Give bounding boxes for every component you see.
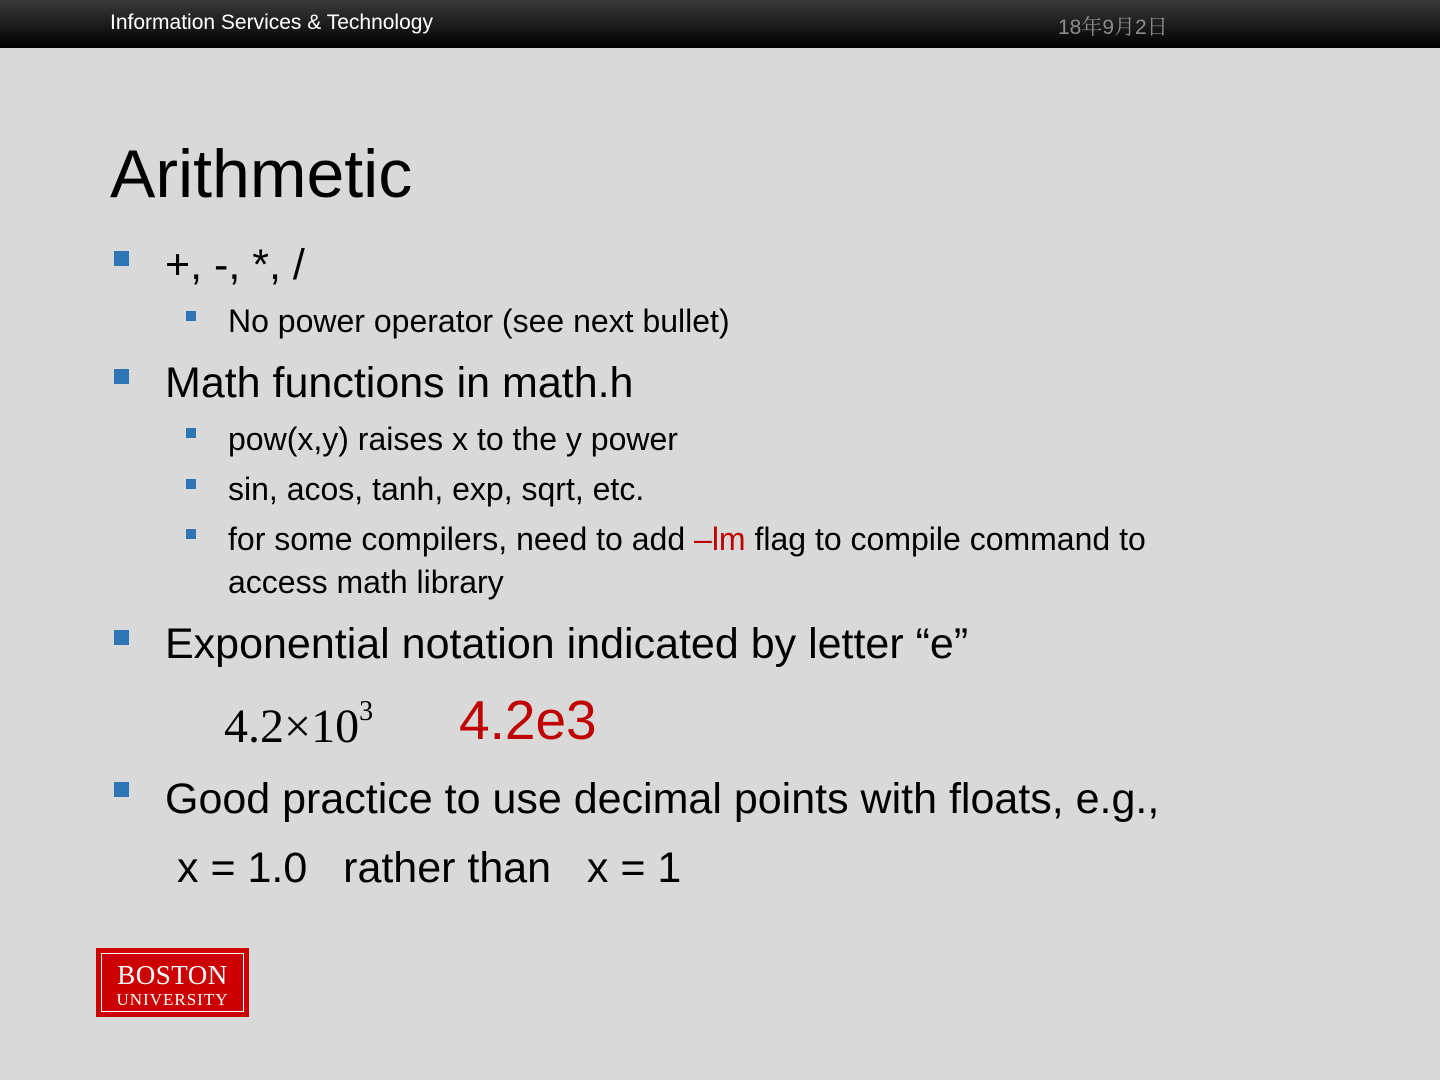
logo-border — [101, 953, 244, 1012]
bullet-math-functions: Math functions in math.h — [165, 359, 634, 407]
bullet-square-icon — [114, 782, 129, 797]
sub-bullet-square-icon — [186, 479, 196, 489]
bullet-square-icon — [114, 630, 129, 645]
logo-line-university: UNIVERSITY — [116, 990, 229, 1009]
bullet-operators: +, -, *, / — [165, 241, 305, 289]
lm-flag-highlight: –lm — [694, 521, 746, 557]
good-practice-example: x = 1.0 rather than x = 1 — [177, 844, 682, 892]
sub-bullet-lm-continuation: access math library — [228, 564, 504, 600]
slide-title: Arithmetic — [110, 136, 413, 212]
organization-name: Information Services & Technology — [110, 11, 433, 34]
sub-bullet-square-icon — [186, 529, 196, 539]
math-base: 4.2×10 — [224, 700, 360, 753]
header-bar — [0, 0, 1440, 48]
code-example: 4.2e3 — [459, 689, 597, 751]
bullet-exponential: Exponential notation indicated by letter “e” — [165, 620, 969, 668]
sub-bullet-square-icon — [186, 311, 196, 321]
bullet-square-icon — [114, 369, 129, 384]
sub-bullet-pow: pow(x,y) raises x to the y power — [228, 421, 678, 457]
sub-bullet-square-icon — [186, 428, 196, 438]
math-expression — [224, 697, 373, 764]
bullet-good-practice: Good practice to use decimal points with floats, e.g., — [165, 775, 1160, 823]
lm-text-before: for some compilers, need to add — [228, 521, 695, 557]
sub-bullet-lm-flag — [228, 518, 1146, 561]
math-exponent: 3 — [359, 696, 374, 727]
sub-bullet-no-power: No power operator (see next bullet) — [228, 303, 730, 339]
boston-university-logo — [96, 948, 249, 1017]
bullet-square-icon — [114, 251, 129, 266]
lm-text-after: flag to compile command to — [754, 521, 1146, 557]
sub-bullet-function-list: sin, acos, tanh, exp, sqrt, etc. — [228, 471, 645, 507]
logo-line-boston: BOSTON — [117, 960, 228, 990]
slide-date: 18年9月2日 — [1058, 16, 1168, 39]
